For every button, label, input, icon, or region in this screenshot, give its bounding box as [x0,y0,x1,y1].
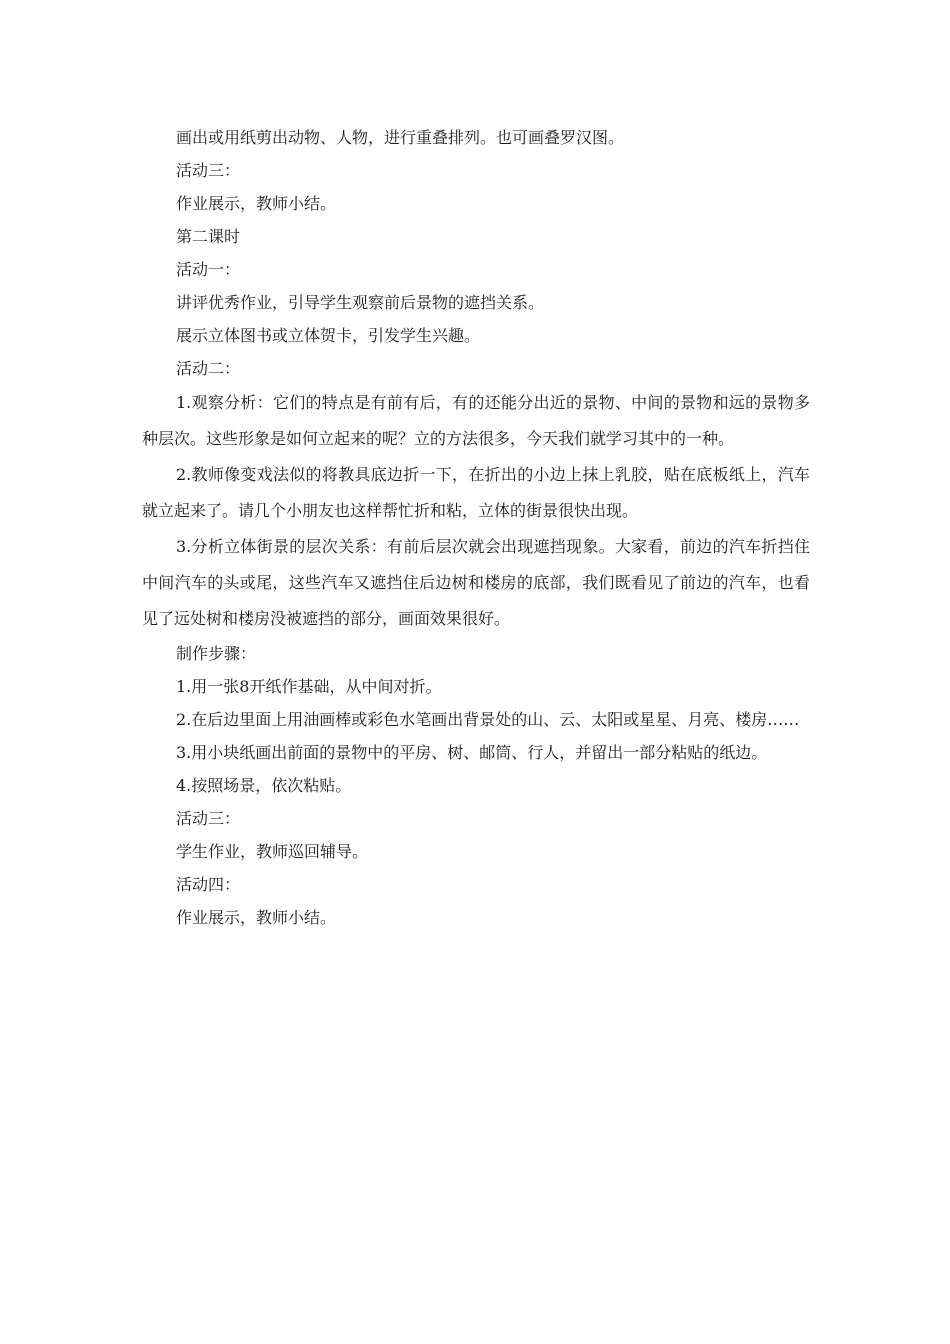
paragraph-step-demo: 2.教师像变戏法似的将教具底边折一下，在折出的小边上抹上乳胶，贴在底板纸上，汽车就立起来了。请几个小朋友也这样帮忙折和粘，立体的街景很快出现。 [142,465,810,520]
paragraph-final-summary: 作业展示，教师小结。 [176,908,337,927]
production-step-4: 4.按照场景，依次粘贴。 [176,776,352,795]
activity-three-heading: 活动三： [176,161,241,180]
activity-one-heading: 活动一： [176,260,241,279]
lesson-two-heading: 第二课时 [176,227,241,246]
activity-three-heading-2: 活动三： [176,809,241,828]
paragraph-summary: 作业展示，教师小结。 [176,194,337,213]
production-step-2: 2.在后边里面上用油画棒或彩色水笔画出背景处的山、云、太阳或星星、月亮、楼房…… [176,710,800,729]
paragraph-step-observe: 1.观察分析：它们的特点是有前有后，有的还能分出近的景物、中间的景物和远的景物多种层次。这些形象是如何立起来的呢？立的方法很多，今天我们就学习其中的一种。 [142,393,810,448]
paragraph-student-work: 学生作业，教师巡回辅导。 [176,842,369,861]
document-body [142,121,810,934]
paragraph-step-analysis: 3.分析立体街景的层次关系：有前后层次就会出现遮挡现象。大家看，前边的汽车折挡住中间汽车的头或尾，这些汽车又遮挡住后边树和楼房的底部，我们既看见了前边的汽车，也看见了远处树和楼房没被遮挡的部分，画面效果很好。 [142,537,810,628]
activity-two-heading: 活动二： [176,359,241,378]
paragraph-review: 讲评优秀作业，引导学生观察前后景物的遮挡关系。 [176,293,545,312]
production-step-1: 1.用一张8开纸作基础，从中间对折。 [176,677,442,696]
production-step-3: 3.用小块纸画出前面的景物中的平房、树、邮筒、行人，并留出一部分粘贴的纸边。 [176,743,768,762]
paragraph-intro: 画出或用纸剪出动物、人物，进行重叠排列。也可画叠罗汉图。 [176,128,625,147]
activity-four-heading: 活动四： [176,875,241,894]
paragraph-display: 展示立体图书或立体贺卡，引发学生兴趣。 [176,326,481,345]
production-steps-heading: 制作步骤： [176,644,257,663]
